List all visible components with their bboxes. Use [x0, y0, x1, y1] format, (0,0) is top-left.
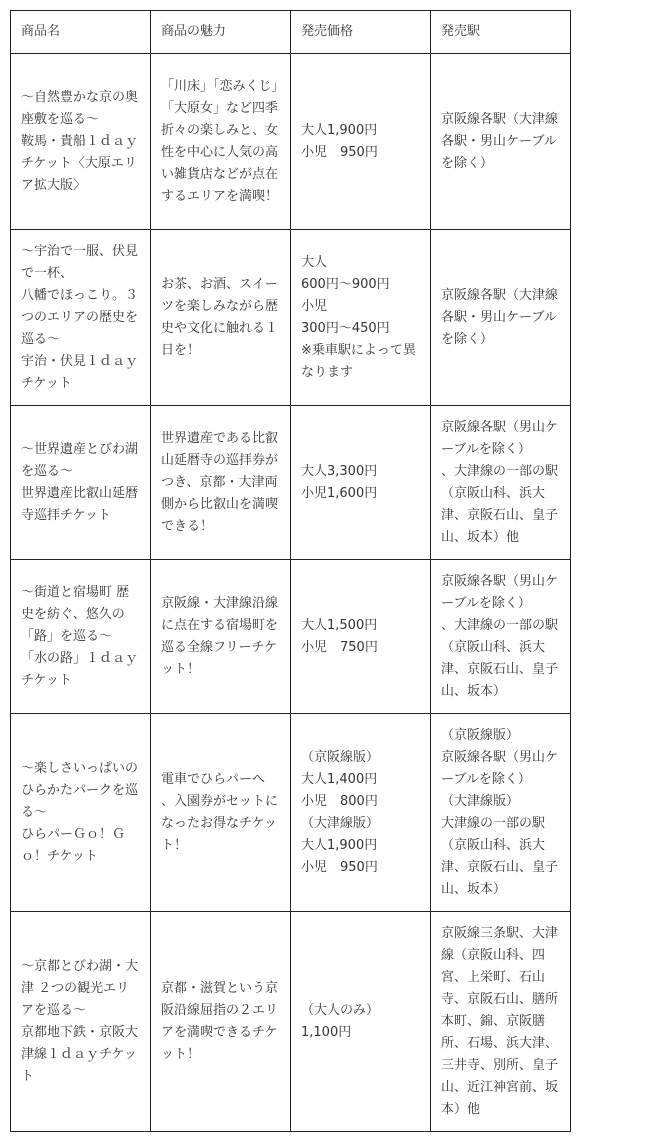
price-cell: [291, 560, 431, 714]
cell-text-line: ひらパーＧｏ！Ｇｏ！チケット: [21, 826, 126, 864]
cell-text-line: 京阪線各駅（大津線各駅・男山ケーブルを除く）: [441, 111, 559, 171]
ticket-table: [10, 10, 571, 1132]
cell-text-line: 300円〜450円: [301, 320, 390, 336]
cell-text-line: 八幡でほっこり。３つのエリアの歴史を巡る〜: [21, 287, 139, 347]
cell-text-line: 小児 800円: [301, 793, 378, 809]
price-cell: [291, 912, 431, 1132]
cell-text-line: 小児 750円: [301, 639, 378, 655]
cell-text-line: 「水の路」１ｄａｙチケット: [21, 650, 139, 688]
cell-text-line: （大津線版）: [301, 815, 380, 831]
cell-text-line: 〜自然豊かな京の奥座敷を巡る〜: [21, 89, 139, 127]
product-appeal-cell: [151, 714, 291, 912]
product-appeal-cell: [151, 406, 291, 560]
product-appeal-cell: [151, 560, 291, 714]
cell-text-line: 電車でひらパーへ: [161, 771, 266, 787]
cell-text-line: 世界遺産である比叡山延暦寺の巡拝券がつき、京都・大津両側から比叡山を満喫できる！: [161, 430, 279, 534]
product-name-cell: [11, 912, 151, 1132]
table-row: [11, 714, 571, 912]
product-name-cell: [11, 560, 151, 714]
table-row: [11, 54, 571, 230]
cell-text-line: 世界遺産比叡山延暦寺巡拝チケット: [21, 485, 139, 523]
product-name-cell: [11, 230, 151, 406]
cell-text-line: 京阪線・大津線沿線に点在する宿場町を巡る全線フリーチケット！: [161, 595, 279, 677]
cell-text-line: 大人3,300円: [301, 463, 378, 479]
cell-text-line: 〜世界遺産とびわ湖を巡る〜: [21, 441, 139, 479]
cell-text-line: 宇治・伏見１ｄａｙチケット: [21, 353, 139, 391]
cell-text-line: 「川床」「恋みくじ」「大原女」など四季折々の楽しみと、女性を中心に人気の高い雑貨店などが点在するエリアを満喫！: [161, 78, 279, 204]
table-header-row: [11, 11, 571, 54]
header-product-appeal: 商品の魅力: [151, 11, 291, 54]
stations-cell: [431, 54, 571, 230]
cell-text-line: 京都地下鉄・京阪大津線１ｄａｙチケット: [21, 1024, 139, 1084]
cell-text-line: 大人: [301, 254, 328, 270]
table-row: [11, 560, 571, 714]
cell-text-line: 大人1,900円: [301, 837, 378, 853]
cell-text-line: （京阪線版）: [301, 749, 380, 765]
header-price: 発売価格: [291, 11, 431, 54]
product-name-cell: [11, 406, 151, 560]
cell-text-line: （大人のみ）: [301, 1002, 380, 1018]
cell-text-line: （大津線版）: [441, 793, 520, 809]
cell-text-line: 京阪線各駅（大津線各駅・男山ケーブルを除く）: [441, 287, 559, 347]
cell-text-line: 京阪線三条駅、大津線（京阪山科、四宮、上栄町、石山寺、京阪石山、膳所本町、錦、京阪膳所、石場、浜大津、三井寺、別所、皇子山、近江神宮前、坂本）他: [441, 925, 559, 1117]
header-stations: 発売駅: [431, 11, 571, 54]
product-name-cell: [11, 54, 151, 230]
cell-text-line: 大津線の一部の駅（京阪山科、浜大津、京阪石山、皇子山、坂本）: [441, 815, 559, 897]
cell-text-line: 1,100円: [301, 1024, 352, 1040]
product-appeal-cell: [151, 230, 291, 406]
product-appeal-cell: [151, 54, 291, 230]
cell-text-line: 600円〜900円: [301, 276, 390, 292]
cell-text-line: 京阪線各駅（男山ケーブルを除く）: [441, 573, 559, 611]
cell-text-line: お茶、お酒、スイーツを楽しみながら歴史や文化に触れる１日を！: [161, 276, 279, 358]
table-row: [11, 406, 571, 560]
cell-text-line: 京阪線各駅（男山ケーブルを除く）: [441, 419, 559, 457]
header-product-name: 商品名: [11, 11, 151, 54]
stations-cell: [431, 406, 571, 560]
price-cell: [291, 230, 431, 406]
cell-text-line: 大人1,500円: [301, 617, 378, 633]
cell-text-line: ※乗車駅によって異なります: [301, 342, 416, 380]
price-cell: [291, 406, 431, 560]
cell-text-line: 小児: [301, 298, 328, 314]
cell-text-line: 〜京都とびわ湖・大津 ２つの観光エリアを巡る〜: [21, 958, 139, 1018]
cell-text-line: 、大津線の一部の駅（京阪山科、浜大津、京阪石山、皇子山、坂本）他: [441, 463, 559, 545]
cell-text-line: 〜街道と宿場町 歴史を紡ぐ、悠久の「路」を巡る〜: [21, 584, 130, 644]
cell-text-line: 小児 950円: [301, 144, 378, 160]
stations-cell: [431, 912, 571, 1132]
table-row: [11, 912, 571, 1132]
cell-text-line: 〜楽しさいっぱいのひらかたパークを巡る〜: [21, 760, 139, 820]
stations-cell: [431, 560, 571, 714]
cell-text-line: 大人1,900円: [301, 122, 378, 138]
cell-text-line: 、入園券がセットになったお得なチケット！: [161, 793, 279, 853]
cell-text-line: 京阪線各駅（男山ケーブルを除く）: [441, 749, 559, 787]
cell-text-line: 〜宇治で一服、伏見で一杯、: [21, 243, 139, 281]
price-cell: [291, 54, 431, 230]
cell-text-line: 鞍馬・貴船１ｄａｙチケット〈大原エリア拡大版〉: [21, 133, 139, 193]
price-cell: [291, 714, 431, 912]
product-appeal-cell: [151, 912, 291, 1132]
stations-cell: [431, 230, 571, 406]
table-row: [11, 230, 571, 406]
stations-cell: [431, 714, 571, 912]
cell-text-line: 、大津線の一部の駅（京阪山科、浜大津、京阪石山、皇子山、坂本）: [441, 617, 559, 699]
cell-text-line: 大人1,400円: [301, 771, 378, 787]
cell-text-line: 京都・滋賀という京阪沿線屈指の２エリアを満喫できるチケット！: [161, 980, 279, 1062]
product-name-cell: [11, 714, 151, 912]
cell-text-line: （京阪線版）: [441, 727, 520, 743]
cell-text-line: 小児 950円: [301, 859, 378, 875]
cell-text-line: 小児1,600円: [301, 485, 378, 501]
